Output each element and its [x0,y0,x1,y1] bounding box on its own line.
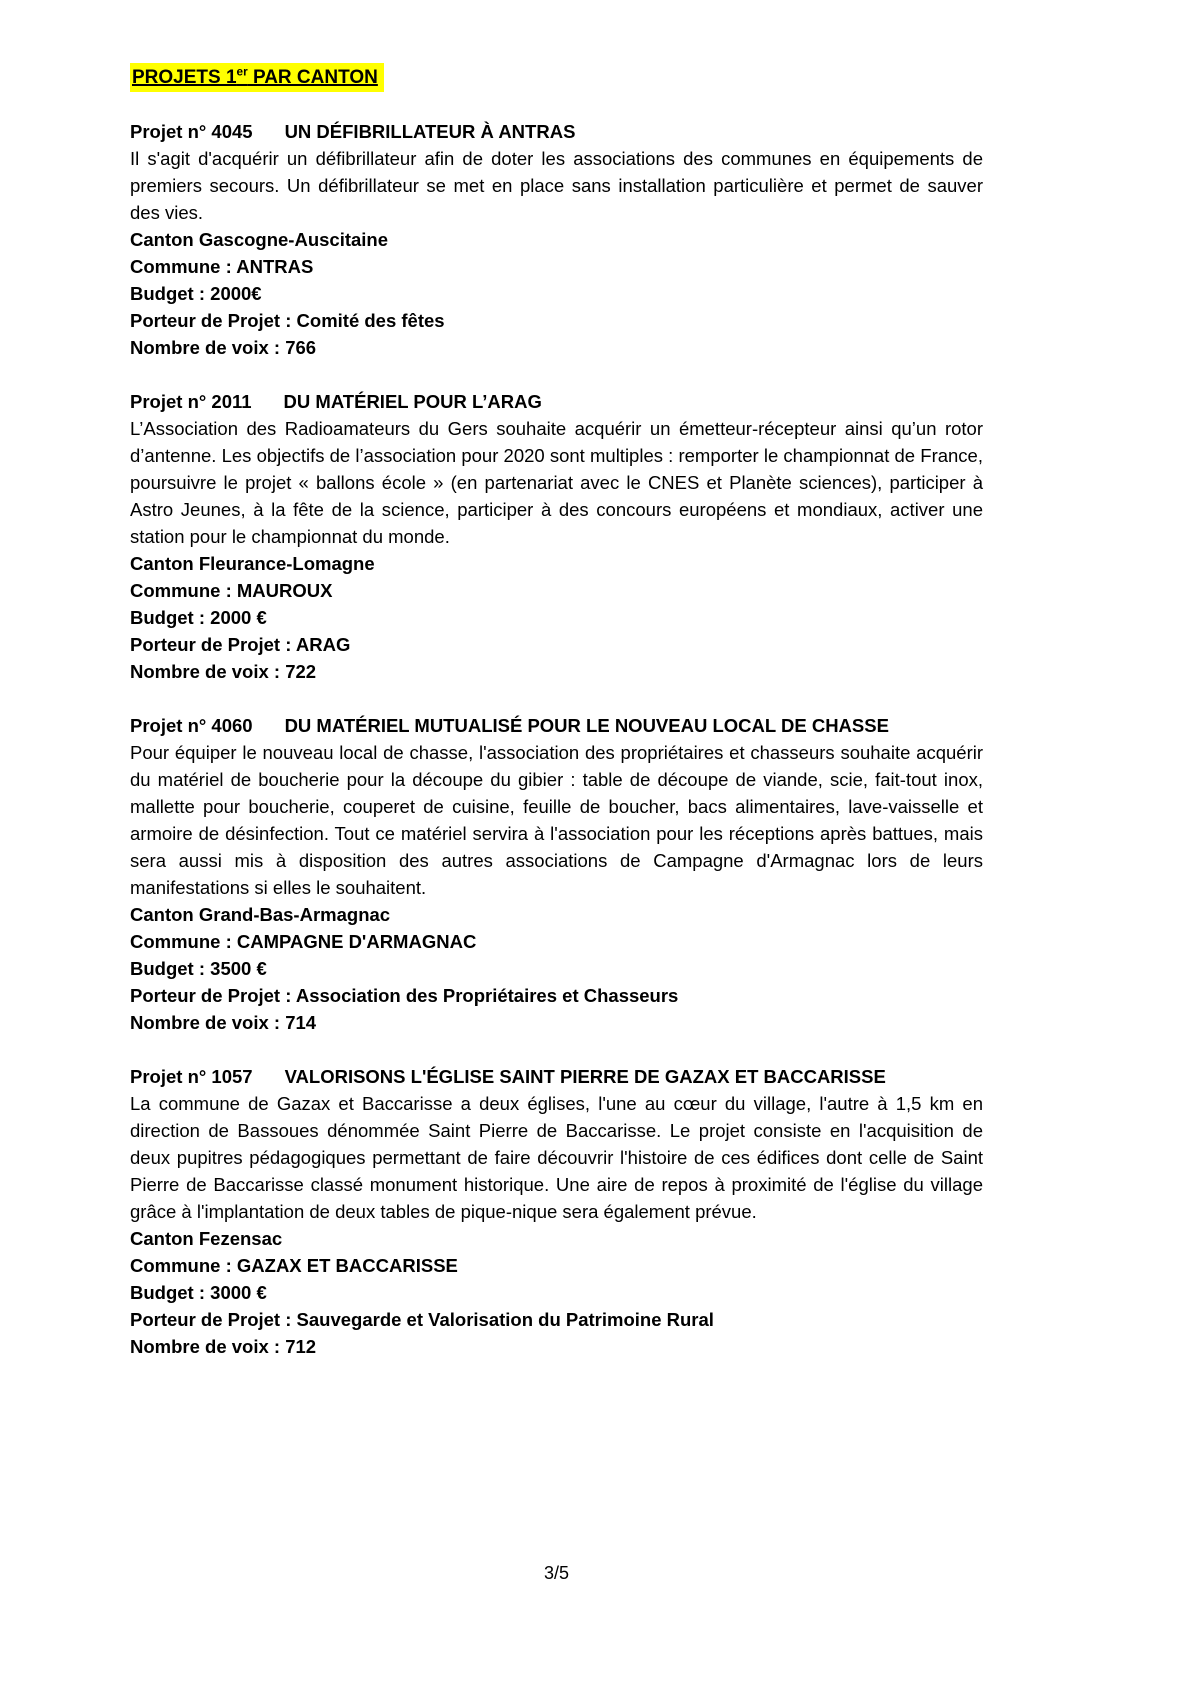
project-description: Pour équiper le nouveau local de chasse, l'association des propriétaires et chasseurs souhaite acquérir du matériel de boucherie pour la découpe du gibier : table de découpe de viande, scie, fait-tout inox, mallette pour boucherie, couperet de cuisine, feuille de boucher, bacs alimentaires, lave-vaisselle et armoire de désinfection. Tout ce matériel servira à l'association pour les réceptions après battues, mais sera aussi mis à disposition des autres associations de Campagne d'Armagnac lors de leurs manifestations si elles le souhaitent. [130,742,983,898]
budget-label: Budget : [130,1282,206,1303]
project-section-4060 [130,712,983,1036]
voix-label: Nombre de voix : [130,661,281,682]
commune-value: GAZAX ET BACCARISSE [236,1255,458,1276]
project-voix [130,1333,983,1360]
project-budget [130,280,983,307]
commune-label: Commune : [130,1255,232,1276]
budget-value: 2000€ [210,283,262,304]
porteur-value: Comité des fêtes [296,310,445,331]
project-description: L’Association des Radioamateurs du Gers souhaite acquérir un émetteur-récepteur ainsi qu’un rotor d’antenne. Les objectifs de l’association pour 2020 sont multiples : remporter le championnat de France, poursuivre le projet « ballons école » (en partenariat avec le CNES et Planète sciences), participer à Astro Jeunes, à la fête de la science, participer à des concours européens et mondiaux, activer une station pour le championnat du monde. [130,418,983,547]
project-voix [130,334,983,361]
project-commune [130,577,983,604]
commune-value: MAUROUX [236,580,333,601]
title-text: PROJETS 1 [132,67,237,88]
project-budget [130,955,983,982]
highlighted-title [130,63,384,92]
canton-label: Canton [130,904,194,925]
canton-label: Canton [130,553,194,574]
project-porteur [130,982,983,1009]
project-section-2011 [130,388,983,685]
title-text-rest: PAR CANTON [247,67,378,88]
commune-label: Commune : [130,256,232,277]
project-porteur [130,307,983,334]
project-number: Projet n° 2011 [130,391,252,412]
project-budget [130,1279,983,1306]
porteur-label: Porteur de Projet : [130,310,292,331]
canton-label: Canton [130,1228,194,1249]
voix-value: 712 [285,1336,317,1357]
project-description: Il s'agit d'acquérir un défibrillateur afin de doter les associations des communes en équipements de premiers secours. Un défibrillateur se met en place sans installation particulière et permet de sauver des vies. [130,148,983,223]
project-section-1057 [130,1063,983,1360]
project-header [130,118,983,145]
project-title: VALORISONS L'ÉGLISE SAINT PIERRE DE GAZAX ET BACCARISSE [284,1066,886,1087]
page-number: 3/5 [543,1563,570,1583]
porteur-label: Porteur de Projet : [130,1309,292,1330]
project-commune [130,928,983,955]
commune-label: Commune : [130,931,232,952]
project-porteur [130,631,983,658]
commune-value: CAMPAGNE D'ARMAGNAC [236,931,477,952]
porteur-value: ARAG [295,634,351,655]
project-canton [130,550,983,577]
commune-label: Commune : [130,580,232,601]
project-title: DU MATÉRIEL MUTUALISÉ POUR LE NOUVEAU LOCAL DE CHASSE [284,715,889,736]
canton-label: Canton [130,229,194,250]
voix-label: Nombre de voix : [130,337,281,358]
project-title: UN DÉFIBRILLATEUR À ANTRAS [284,121,576,142]
project-header [130,388,983,415]
project-title: DU MATÉRIEL POUR L’ARAG [283,391,542,412]
canton-value: Grand-Bas-Armagnac [198,904,391,925]
project-canton [130,226,983,253]
budget-label: Budget : [130,958,206,979]
project-commune [130,253,983,280]
page-title [130,62,983,94]
project-porteur [130,1306,983,1333]
project-voix [130,1009,983,1036]
budget-label: Budget : [130,607,206,628]
budget-value: 2000 € [210,607,267,628]
porteur-label: Porteur de Projet : [130,985,292,1006]
project-section-4045 [130,118,983,361]
budget-value: 3500 € [210,958,267,979]
project-number: Projet n° 4045 [130,121,253,142]
project-number: Projet n° 4060 [130,715,253,736]
project-budget [130,604,983,631]
budget-label: Budget : [130,283,206,304]
project-number: Projet n° 1057 [130,1066,253,1087]
voix-label: Nombre de voix : [130,1336,281,1357]
title-superscript: er [236,65,248,79]
canton-value: Fleurance-Lomagne [198,553,375,574]
porteur-value: Sauvegarde et Valorisation du Patrimoine Rural [296,1309,714,1330]
voix-value: 766 [285,337,317,358]
voix-value: 722 [285,661,317,682]
project-description: La commune de Gazax et Baccarisse a deux églises, l'une au cœur du village, l'autre à 1,5 km en direction de Bassoues dénommée Saint Pierre de Baccarisse. Le projet consiste en l'acquisition de deux pupitres pédagogiques permettant de faire découvrir l'histoire de ces édifices dont celle de Saint Pierre de Baccarisse classé monument historique. Une aire de repos à proximité de l'église du village grâce à l'implantation de deux tables de pique-nique sera également prévue. [130,1093,983,1222]
canton-value: Gascogne-Auscitaine [198,229,389,250]
voix-label: Nombre de voix : [130,1012,281,1033]
document-content [130,62,983,1387]
porteur-label: Porteur de Projet : [130,634,292,655]
porteur-value: Association des Propriétaires et Chasseurs [295,985,679,1006]
project-header [130,712,983,739]
commune-value: ANTRAS [236,256,314,277]
canton-value: Fezensac [198,1228,283,1249]
project-voix [130,658,983,685]
project-header [130,1063,983,1090]
project-canton [130,901,983,928]
project-commune [130,1252,983,1279]
project-canton [130,1225,983,1252]
budget-value: 3000 € [210,1282,267,1303]
voix-value: 714 [285,1012,317,1033]
